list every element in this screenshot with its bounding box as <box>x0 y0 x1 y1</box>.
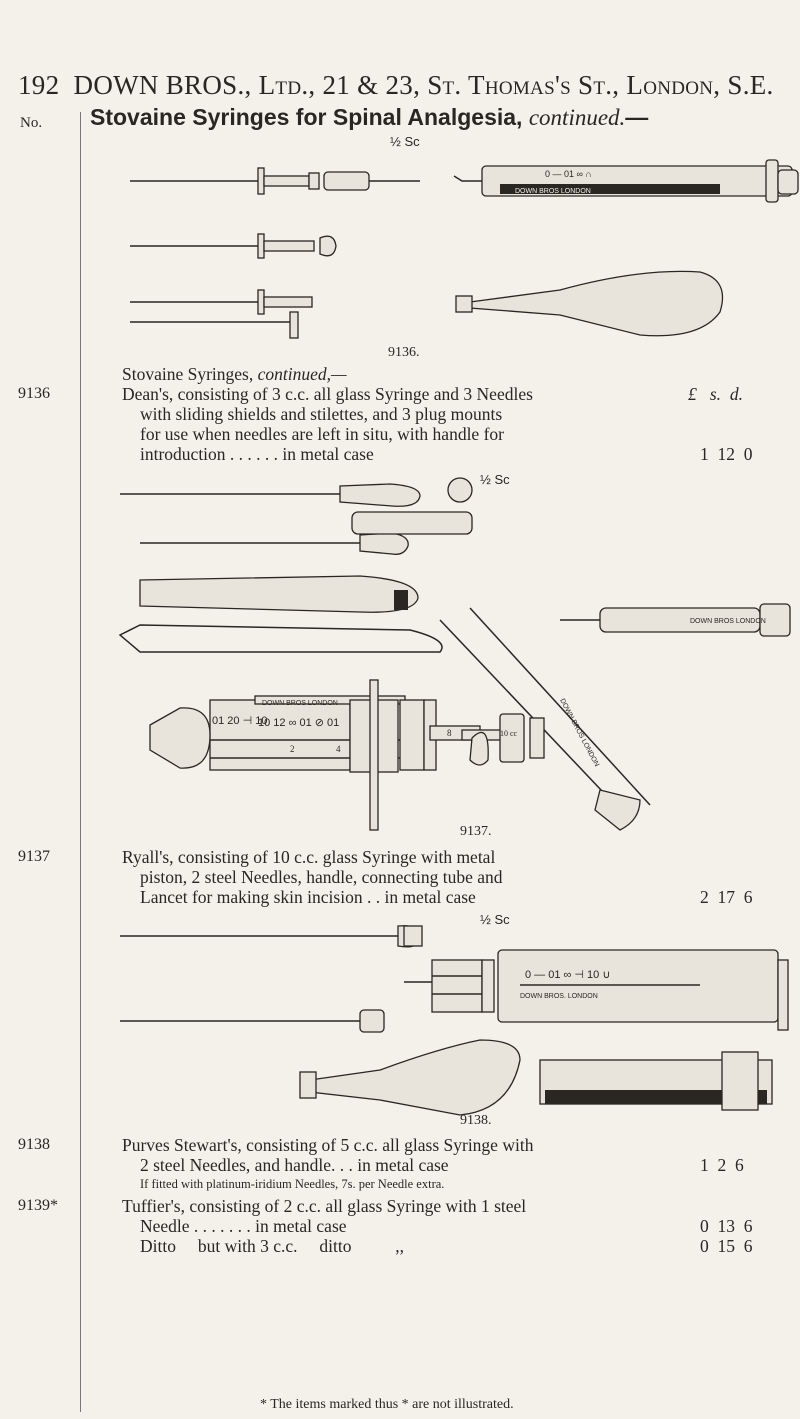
currency-pence: d. <box>729 384 743 404</box>
item-line: for use when needles are left in situ, with handle for <box>140 424 504 444</box>
item-line: introduction . . . . . . in metal case <box>140 444 374 464</box>
figure-label-9137: 9137. <box>460 824 492 839</box>
syringe-1-brand: DOWN BROS LONDON <box>515 188 591 195</box>
item-line: Dean's, consisting of 3 c.c. all glass Syringe and 3 Needles <box>122 384 533 404</box>
item-line: with sliding shields and stilettes, and 3 plug mounts <box>140 404 503 424</box>
item-line: Lancet for making skin incision . . in metal case <box>140 887 476 907</box>
footnote: * The items marked thus * are not illustrated. <box>260 1397 514 1412</box>
price-9139-ditto: 0 15 6 <box>700 1236 753 1256</box>
item-number-9137: 9137 <box>18 848 50 865</box>
section-continued: continued. <box>528 105 626 130</box>
syringe-1-digits: 0 — 01 ∞ ∩ <box>545 169 592 179</box>
syringe-2-digits-left: 01 20 ⊣ 10 <box>212 715 268 727</box>
platinum-note: If fitted with platinum-iridium Needles, 7s. per Needle extra. <box>140 1177 445 1191</box>
syringe-2-scale-num-b: 4 <box>336 744 341 754</box>
item-number-9139: 9139* <box>18 1197 58 1214</box>
item-description-9139 <box>122 1196 526 1256</box>
item-line: Needle . . . . . . . in metal case <box>140 1216 347 1236</box>
tube-label: DOWN BROS LONDON <box>690 618 766 625</box>
scale-label-1: ½ Sc <box>390 134 420 149</box>
subtitle-continued: continued,— <box>257 364 347 384</box>
currency-shillings: s. <box>709 384 722 404</box>
syringe-2-cc-label: 10 cc <box>500 729 518 738</box>
item-line: Tuffier's, consisting of 2 c.c. all glass Syringe with 1 steel <box>122 1196 527 1216</box>
section-title: Stovaine Syringes for Spinal Analgesia, continued.— <box>90 104 649 130</box>
item-line: Purves Stewart's, consisting of 5 c.c. all glass Syringe with <box>122 1135 534 1155</box>
syringe-3-digits: 0 — 01 ∞ ⊣ 10 ∪ <box>525 969 611 981</box>
figure-label-9136: 9136. <box>388 345 420 360</box>
number-column-label: No. <box>20 115 43 131</box>
scale-label-2: ½ Sc <box>480 472 510 487</box>
purves-handle <box>310 1040 520 1115</box>
syringe-3-brand: DOWN BROS. LONDON <box>520 993 598 1000</box>
item-number-9136: 9136 <box>18 385 50 402</box>
syringe-2-digits-right: 10 12 ∞ 01 ⊘ 01 <box>258 717 340 729</box>
scale-label-3: ½ Sc <box>480 912 510 927</box>
page-number: 192 <box>18 70 60 100</box>
currency-pounds: £ <box>688 384 697 404</box>
item-line: 2 steel Needles, and handle. . . in metal case <box>140 1155 449 1175</box>
tube-brand-diagonal: DOWN BROS LONDON <box>558 697 601 768</box>
price-9137: 2 17 6 <box>700 887 753 907</box>
subtitle-text: Stovaine Syringes, <box>122 364 254 384</box>
item-description-9138 <box>122 1135 533 1175</box>
item-number-9138: 9138 <box>18 1136 50 1153</box>
price-9136: 1 12 0 <box>700 444 753 464</box>
syringe-2-scale-num: 2 <box>290 744 295 754</box>
price-9138: 1 2 6 <box>700 1155 744 1175</box>
item-line: Ditto but with 3 c.c. ditto ,, <box>140 1236 404 1256</box>
company-address: DOWN BROS., Ltd., 21 & 23, St. Thomas's St., London, S.E. <box>73 70 774 100</box>
syringe-2-tip-label: 8 <box>447 728 452 738</box>
section-title-text: Stovaine Syringes for Spinal Analgesia, <box>90 104 523 130</box>
item-line: Ryall's, consisting of 10 c.c. glass Syringe with metal <box>122 847 496 867</box>
figure-label-9138: 9138. <box>460 1113 492 1128</box>
purves-syringe-barrel <box>498 950 778 1022</box>
syringe-2-brand: DOWN BROS LONDON <box>262 700 338 707</box>
price-9139: 0 13 6 <box>700 1216 753 1236</box>
needle-guard <box>432 960 482 1012</box>
item-line: piston, 2 steel Needles, handle, connecting tube and <box>140 867 503 887</box>
